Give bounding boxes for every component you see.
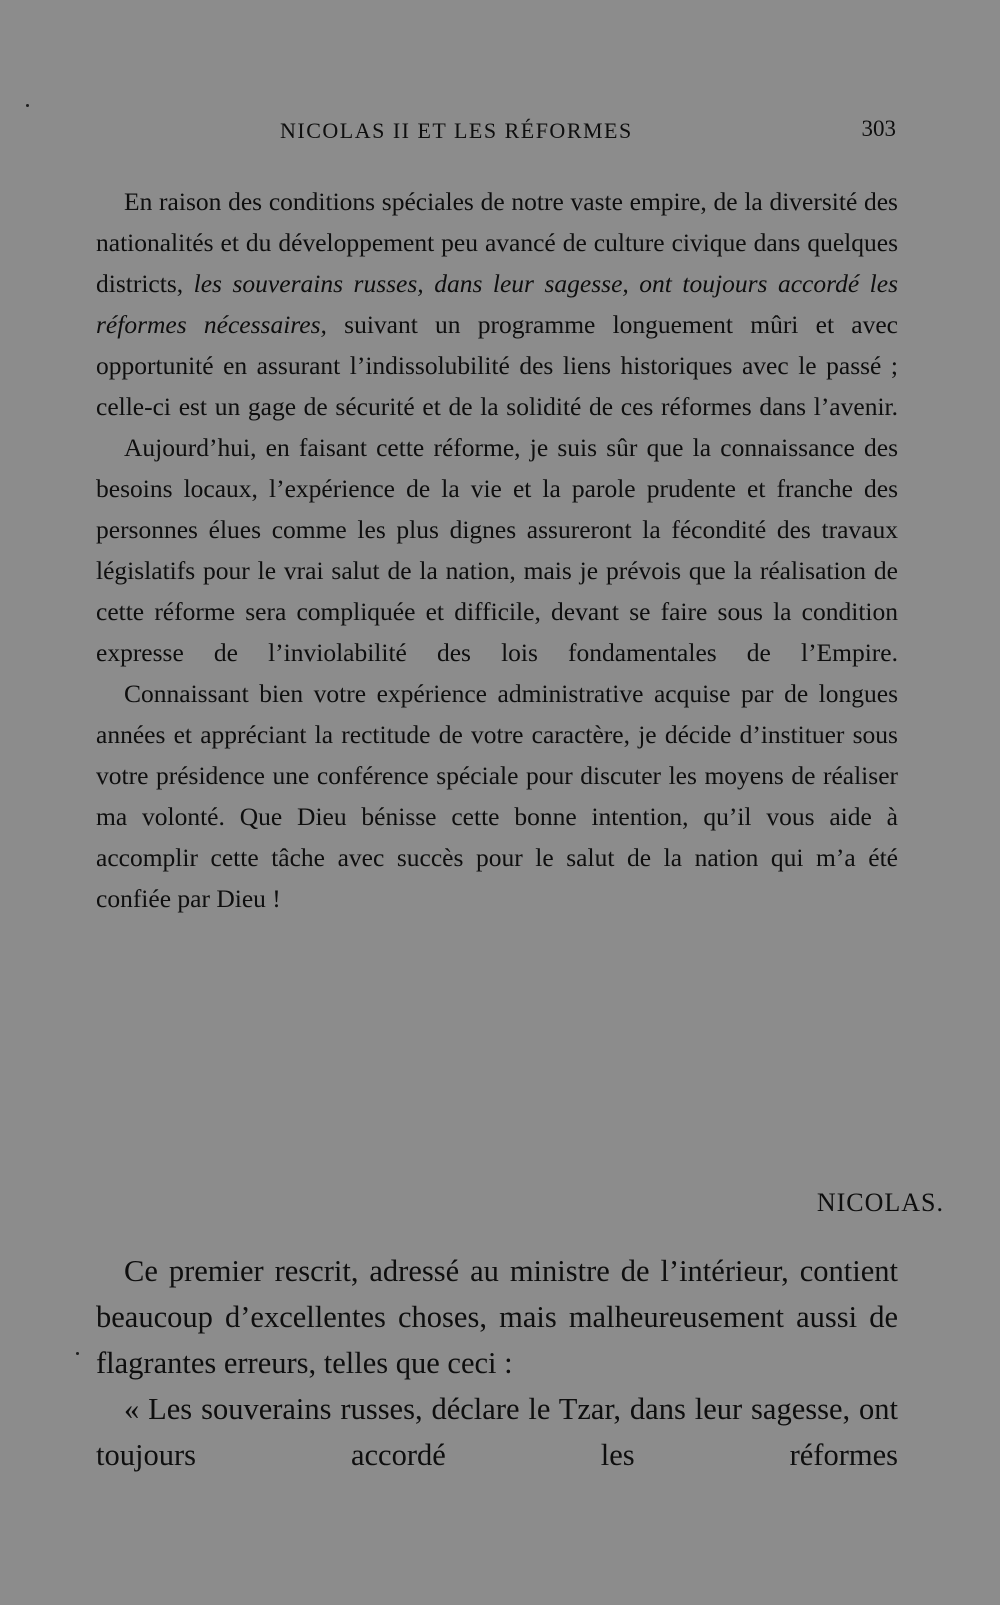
running-title: NICOLAS II ET LES RÉFORMES <box>280 118 633 143</box>
paragraph-3-text: Connaissant bien votre expérience administrative acquise par de longues années et appréciant la rectitude de votre caractère, je décide d’instituer sous votre présidence une conférence spéciale pour discuter les moyens de réaliser ma volonté. Que Dieu bénisse cette bonne intention, qu’il vous aide à accomplir cette tâche avec succès pour le salut de la nation qui m’a été confiée par Dieu ! <box>96 679 898 913</box>
scan-speck <box>76 1352 79 1355</box>
paragraph-1-text-a: En raison des conditions spéciales de notre vaste empire, de la diversité des nationalités et du développement peu avancé de culture civique dans quelques districts, <box>96 187 898 298</box>
commentary-paragraph-2 <box>96 1386 898 1478</box>
commentary-paragraph-1 <box>96 1248 898 1386</box>
page-header <box>96 112 896 152</box>
commentary-paragraph-1-text: Ce premier rescrit, adressé au ministre de l’intérieur, contient beaucoup d’excellentes choses, mais malheureusement aussi de flagrantes erreurs, telles que ceci : <box>96 1254 898 1380</box>
commentary-text <box>96 1248 898 1478</box>
page-number: 303 <box>861 116 896 141</box>
rescript-text <box>96 181 898 919</box>
paragraph-1 <box>96 181 898 427</box>
paragraph-1-italic: les souverains russes, dans leur sagesse, ont toujours accordé les réformes nécessaires, <box>96 269 898 339</box>
commentary-paragraph-2-text: « Les souverains russes, déclare le Tzar, dans leur sagesse, ont toujours accordé les réformes <box>96 1392 898 1472</box>
signature: NICOLAS. <box>816 1188 944 1217</box>
paragraph-1-text-b: suivant un programme longuement mûri et avec opportunité en assurant l’indissolubilité des liens historiques avec le passé ; celle-ci est un gage de sécurité et de la solidité de ces réformes dans l’avenir. <box>96 310 898 421</box>
paragraph-2-text: Aujourd’hui, en faisant cette réforme, je suis sûr que la connaissance des besoins locaux, l’expérience de la vie et la parole prudente et franche des personnes élues comme les plus dignes assureront la fécondité des travaux législatifs pour le vrai salut de la nation, mais je prévois que la réalisation de cette réforme sera compliquée et difficile, devant se faire sous la condition expresse de l’inviolabilité des lois fondamentales de l’Empire. <box>96 433 898 667</box>
paragraph-2 <box>96 427 898 673</box>
paragraph-3 <box>96 673 898 919</box>
scan-speck <box>26 104 29 107</box>
